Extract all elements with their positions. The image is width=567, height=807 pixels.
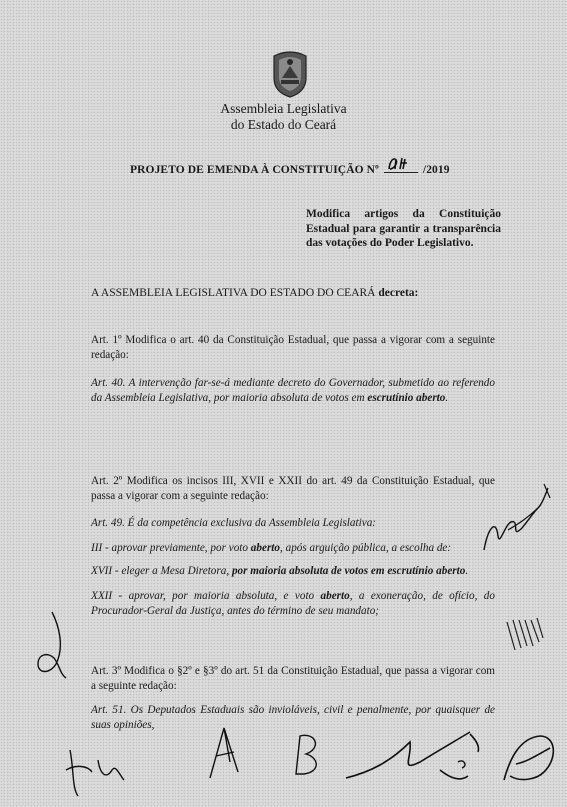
art49-inciso-xvii bbox=[91, 564, 495, 579]
art49-caput: Art. 49. É da competência exclusiva da Assembleia Legislativa: bbox=[91, 517, 377, 529]
title-suffix: /2019 bbox=[422, 164, 450, 176]
inciso-xxii-bold: aberto bbox=[320, 590, 350, 602]
signature-bottom-1-icon bbox=[62, 740, 132, 800]
inciso-xxii-start: XXII - aprovar, por maioria absoluta, e voto bbox=[91, 590, 321, 602]
ementa: Modifica artigos da Constituição Estadual para garantir a transparência das votações do Poder Legislativo. bbox=[306, 208, 501, 249]
art49-inciso-iii bbox=[91, 541, 495, 556]
institution-name: Assembleia Legislativa bbox=[220, 101, 347, 116]
signature-left-margin-icon bbox=[30, 608, 75, 680]
inciso-xvii-start: XVII - eleger a Mesa Diretora, bbox=[91, 565, 232, 577]
signature-right-margin-icon bbox=[478, 478, 558, 558]
document-title bbox=[130, 162, 450, 176]
signature-bottom-2-icon bbox=[200, 722, 250, 782]
art40-text-bold: escrutínio aberto bbox=[367, 392, 446, 404]
signature-bottom-3-icon bbox=[286, 728, 331, 778]
art49-inciso-xxii bbox=[91, 589, 495, 619]
title-prefix: PROJETO DE EMENDA À CONSTITUIÇÃO Nº bbox=[130, 164, 379, 176]
state-seal-icon bbox=[268, 48, 312, 98]
inciso-iii-end: , após arguição pública, a escolha de: bbox=[280, 542, 452, 554]
enacting-clause bbox=[91, 287, 418, 299]
art40-text-start: Art. 40. A intervenção far-se-á mediante decreto do Governador, submetido ao referendo da Assembleia Legislativa, por maioria absoluta de votos em bbox=[91, 377, 495, 404]
signature-bottom-5-icon bbox=[500, 728, 562, 788]
art2-intro: Art. 2º Modifica os incisos III, XVII e XXII do art. 49 da Constituição Estadual, que passa a vigorar com a seguinte redação: bbox=[91, 475, 495, 502]
art51-text: Art. 51. Os Deputados Estaduais são invioláveis, civil e penalmente, por quaisquer de suas opiniões, bbox=[91, 704, 495, 731]
handwritten-number bbox=[384, 162, 418, 173]
art40-text-end: . bbox=[445, 392, 449, 404]
inciso-xvii-bold: por maioria absoluta de votos em escrutínio aberto bbox=[231, 565, 466, 577]
inciso-xxii-end: , a exoneração, de ofício, do Procurador-Geral da Justiça, antes do término de seu mandato; bbox=[91, 590, 495, 617]
inciso-iii-bold: aberto bbox=[250, 542, 281, 554]
art3-intro: Art. 3º Modifica o §2º e §3º do art. 51 da Constituição Estadual, que passa a vigorar com a seguinte redação: bbox=[91, 665, 495, 692]
signature-bottom-4-icon bbox=[340, 722, 500, 792]
art40-text bbox=[91, 376, 495, 406]
enacting-verb: decreta: bbox=[378, 287, 419, 299]
inciso-xvii-end: . bbox=[465, 565, 469, 577]
art1-intro: Art. 1º Modifica o art. 40 da Constituição Estadual, que passa a vigorar com a seguinte redação: bbox=[91, 334, 495, 361]
enacting-subject: A ASSEMBLEIA LEGISLATIVA DO ESTADO DO CEARÁ bbox=[91, 287, 376, 299]
signature-right-lower-icon bbox=[503, 612, 548, 657]
institution-state: do Estado do Ceará bbox=[230, 117, 337, 132]
handwritten-number-icon bbox=[387, 154, 415, 172]
inciso-iii-start: III - aprovar previamente, por voto bbox=[91, 542, 251, 554]
